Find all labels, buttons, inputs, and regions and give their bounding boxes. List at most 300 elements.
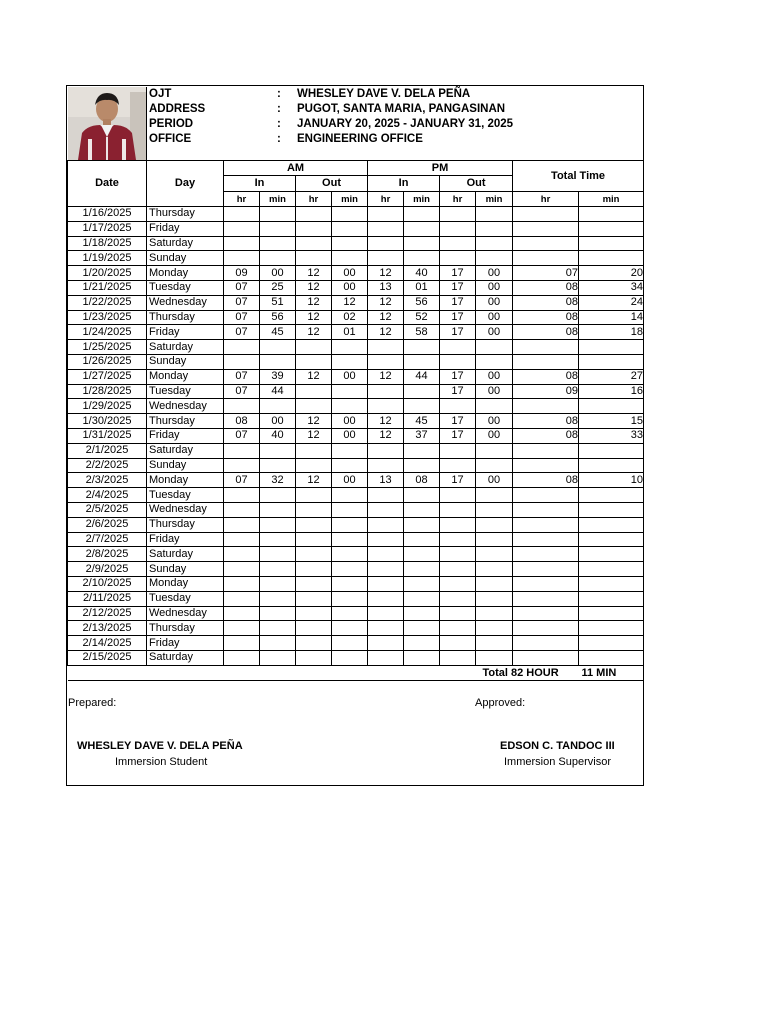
day-cell: Saturday [147,650,224,665]
pm-in-min-cell [404,591,440,606]
table-row [68,532,644,547]
pm-in-hr-cell: 12 [368,295,404,310]
date-cell: 2/4/2025 [68,488,147,503]
pm-out-hr-cell: 17 [440,369,476,384]
am-out-min-cell [332,458,368,473]
am-in-min-cell [260,650,296,665]
date-cell: 1/20/2025 [68,266,147,281]
pm-out-hr-cell [440,621,476,636]
total-min-cell [579,502,644,517]
pm-header: PM [368,161,513,176]
table-row [68,280,644,295]
am-out-min-cell: 00 [332,428,368,443]
day-cell: Saturday [147,443,224,458]
am-in-min-cell [260,251,296,266]
pm-out-hr-cell: 17 [440,310,476,325]
am-in-min-cell [260,221,296,236]
day-cell: Tuesday [147,280,224,295]
pm-in-hr-cell [368,251,404,266]
pm-out-min-cell [476,650,513,665]
total-hours: Total 82 HOUR [482,666,559,679]
pm-out-hr-cell [440,532,476,547]
am-in-min-cell [260,488,296,503]
table-row [68,488,644,503]
am-out-min-cell [332,562,368,577]
total-hr-cell [513,517,579,532]
pm-in-hr-cell [368,488,404,503]
date-cell: 2/5/2025 [68,502,147,517]
profile-photo [68,87,147,160]
am-out-min-cell: 00 [332,473,368,488]
pm-out-min-cell [476,502,513,517]
am-out-hr-cell: 12 [296,473,332,488]
am-in-hr-cell [224,502,260,517]
am-out-min-cell: 00 [332,280,368,295]
day-cell: Wednesday [147,399,224,414]
am-out-hr-cell [296,221,332,236]
date-cell: 2/1/2025 [68,443,147,458]
total-min-cell [579,458,644,473]
pm-out-hr-cell: 17 [440,266,476,281]
total-hr-cell [513,399,579,414]
pm-out-hr-cell [440,236,476,251]
total-min-cell [579,562,644,577]
am-out-min-cell [332,650,368,665]
total-hr-cell [513,650,579,665]
total-min-cell: 18 [579,325,644,340]
pm-out-hr-cell [440,443,476,458]
colon: : [277,88,281,100]
date-cell: 1/28/2025 [68,384,147,399]
am-out-min-cell: 00 [332,266,368,281]
am-out-hr-cell [296,591,332,606]
total-min-cell [579,251,644,266]
table-row [68,621,644,636]
day-cell: Friday [147,428,224,443]
pm-in-min-cell [404,236,440,251]
table-row [68,310,644,325]
pm-out-min-cell [476,399,513,414]
total-hr-cell [513,354,579,369]
am-in-hr-cell [224,650,260,665]
student-photo-image [68,87,146,160]
pm-in-min-cell [404,517,440,532]
pm-in-min-cell: 56 [404,295,440,310]
pm-out-min-cell: 00 [476,310,513,325]
prepared-by-role: Immersion Student [115,756,208,768]
am-out-hr-cell: 12 [296,369,332,384]
pm-in-hr-cell [368,650,404,665]
am-out-hr-cell [296,621,332,636]
am-in-hr-cell [224,399,260,414]
am-in-min-cell [260,621,296,636]
total-hr-cell [513,547,579,562]
total-hr-cell: 08 [513,280,579,295]
day-cell: Tuesday [147,591,224,606]
date-cell: 2/3/2025 [68,473,147,488]
hr-header: hr [440,192,476,207]
table-row [68,251,644,266]
pm-in-hr-cell [368,236,404,251]
total-hr-cell [513,621,579,636]
day-cell: Thursday [147,621,224,636]
am-in-hr-cell [224,532,260,547]
pm-out-min-cell: 00 [476,384,513,399]
am-in-header: In [224,176,296,192]
pm-out-min-cell [476,532,513,547]
colon: : [277,103,281,115]
am-in-hr-cell: 07 [224,295,260,310]
total-min-cell [579,399,644,414]
pm-in-min-cell [404,621,440,636]
day-cell: Wednesday [147,502,224,517]
pm-in-min-cell [404,502,440,517]
day-cell: Friday [147,532,224,547]
total-hr-cell [513,236,579,251]
am-in-hr-cell: 07 [224,280,260,295]
am-in-hr-cell [224,591,260,606]
pm-in-min-cell [404,488,440,503]
table-row [68,236,644,251]
pm-in-min-cell [404,443,440,458]
am-out-min-cell [332,251,368,266]
total-min-cell: 27 [579,369,644,384]
am-in-min-cell [260,458,296,473]
approved-label: Approved: [475,697,526,709]
table-row [68,591,644,606]
date-cell: 2/7/2025 [68,532,147,547]
date-cell: 2/14/2025 [68,636,147,651]
am-in-min-cell [260,399,296,414]
table-row [68,517,644,532]
am-out-hr-cell: 12 [296,325,332,340]
pm-in-min-cell [404,384,440,399]
pm-in-hr-cell [368,606,404,621]
table-row [68,295,644,310]
hr-header: hr [296,192,332,207]
day-cell: Saturday [147,340,224,355]
total-hr-cell: 08 [513,428,579,443]
pm-in-min-cell [404,576,440,591]
pm-out-hr-cell [440,576,476,591]
am-out-min-cell [332,547,368,562]
day-cell: Monday [147,266,224,281]
pm-in-hr-cell [368,399,404,414]
date-cell: 2/15/2025 [68,650,147,665]
date-cell: 1/29/2025 [68,399,147,414]
day-cell: Sunday [147,458,224,473]
am-out-min-cell: 01 [332,325,368,340]
am-in-min-cell [260,532,296,547]
prepared-by-name: WHESLEY DAVE V. DELA PEÑA [77,740,243,752]
pm-out-hr-cell: 17 [440,295,476,310]
pm-in-hr-cell [368,591,404,606]
pm-out-min-cell: 00 [476,473,513,488]
pm-in-hr-cell [368,340,404,355]
pm-in-hr-cell [368,636,404,651]
am-out-min-cell [332,221,368,236]
am-out-min-cell [332,443,368,458]
day-cell: Monday [147,369,224,384]
am-in-min-cell [260,207,296,222]
pm-out-min-cell [476,488,513,503]
pm-out-min-cell [476,636,513,651]
am-out-hr-cell [296,650,332,665]
day-cell: Sunday [147,251,224,266]
pm-out-min-cell [476,458,513,473]
approved-by-role: Immersion Supervisor [504,756,611,768]
pm-in-hr-cell [368,547,404,562]
am-out-min-cell: 00 [332,414,368,429]
pm-in-hr-cell [368,443,404,458]
pm-out-min-cell [476,576,513,591]
pm-in-hr-cell: 13 [368,280,404,295]
am-out-hr-cell [296,547,332,562]
pm-in-hr-cell [368,221,404,236]
am-in-hr-cell [224,547,260,562]
pm-out-hr-cell [440,251,476,266]
date-cell: 1/17/2025 [68,221,147,236]
am-in-hr-cell: 07 [224,473,260,488]
am-out-min-cell [332,517,368,532]
am-in-min-cell: 25 [260,280,296,295]
table-row [68,221,644,236]
pm-in-min-cell [404,532,440,547]
date-cell: 2/10/2025 [68,576,147,591]
min-header: min [260,192,296,207]
hr-header: hr [513,192,579,207]
total-hr-cell: 08 [513,473,579,488]
am-out-min-cell [332,591,368,606]
total-row [68,665,644,680]
total-hr-cell [513,576,579,591]
am-in-hr-cell [224,354,260,369]
am-in-min-cell [260,547,296,562]
am-out-hr-cell [296,340,332,355]
day-cell: Sunday [147,562,224,577]
total-min-cell: 24 [579,295,644,310]
am-header: AM [224,161,368,176]
pm-in-min-cell [404,340,440,355]
am-in-min-cell [260,340,296,355]
date-cell: 1/18/2025 [68,236,147,251]
date-cell: 1/16/2025 [68,207,147,222]
table-row [68,576,644,591]
am-in-min-cell: 51 [260,295,296,310]
table-row [68,369,644,384]
am-in-min-cell [260,562,296,577]
day-cell: Monday [147,576,224,591]
total-min-cell: 33 [579,428,644,443]
total-min-cell [579,547,644,562]
pm-out-min-cell: 00 [476,428,513,443]
am-in-hr-cell [224,636,260,651]
pm-out-min-cell: 00 [476,325,513,340]
pm-out-hr-cell [440,354,476,369]
approved-by-name: EDSON C. TANDOC III [500,740,615,752]
pm-out-hr-cell: 17 [440,414,476,429]
am-out-min-cell [332,236,368,251]
pm-out-hr-cell [440,517,476,532]
pm-in-min-cell [404,636,440,651]
pm-out-hr-cell [440,207,476,222]
table-row [68,414,644,429]
total-min-cell [579,591,644,606]
day-cell: Saturday [147,547,224,562]
table-row [68,502,644,517]
date-cell: 1/23/2025 [68,310,147,325]
pm-out-header: Out [440,176,513,192]
office-label: OFFICE [149,133,192,145]
day-cell: Friday [147,325,224,340]
am-out-min-cell [332,340,368,355]
am-in-min-cell [260,354,296,369]
am-in-min-cell: 39 [260,369,296,384]
day-cell: Saturday [147,236,224,251]
total-hr-cell [513,221,579,236]
am-out-hr-cell [296,207,332,222]
header-info [149,87,639,147]
table-row [68,458,644,473]
pm-out-hr-cell: 17 [440,325,476,340]
am-out-hr-cell: 12 [296,310,332,325]
am-in-min-cell [260,236,296,251]
am-in-min-cell: 56 [260,310,296,325]
table-row [68,399,644,414]
total-min-cell [579,532,644,547]
am-in-min-cell [260,502,296,517]
colon: : [277,118,281,130]
time-record-table [67,160,644,681]
pm-in-hr-cell [368,354,404,369]
am-out-min-cell [332,606,368,621]
pm-in-min-cell [404,354,440,369]
pm-out-hr-cell: 17 [440,473,476,488]
min-header: min [476,192,513,207]
am-in-min-cell [260,636,296,651]
pm-in-hr-cell: 12 [368,310,404,325]
date-cell: 2/6/2025 [68,517,147,532]
info-row-office [149,132,639,147]
date-cell: 1/27/2025 [68,369,147,384]
am-in-hr-cell [224,606,260,621]
pm-out-hr-cell [440,458,476,473]
pm-out-min-cell [476,621,513,636]
pm-in-min-cell: 44 [404,369,440,384]
total-min-cell: 20 [579,266,644,281]
prepared-label: Prepared: [68,697,117,709]
table-row [68,636,644,651]
pm-in-min-cell [404,650,440,665]
am-in-min-cell: 40 [260,428,296,443]
total-hr-cell: 07 [513,266,579,281]
pm-out-min-cell [476,562,513,577]
total-hr-cell: 08 [513,295,579,310]
am-out-hr-cell [296,517,332,532]
pm-out-hr-cell [440,562,476,577]
pm-in-min-cell [404,458,440,473]
am-in-min-cell [260,606,296,621]
pm-out-min-cell: 00 [476,266,513,281]
min-header: min [579,192,644,207]
total-hr-cell [513,606,579,621]
pm-out-hr-cell [440,547,476,562]
date-cell: 1/26/2025 [68,354,147,369]
am-out-hr-cell [296,488,332,503]
date-cell: 2/2/2025 [68,458,147,473]
pm-in-min-cell: 01 [404,280,440,295]
total-min-cell [579,488,644,503]
total-min-cell: 16 [579,384,644,399]
table-row [68,443,644,458]
table-row [68,428,644,443]
pm-out-hr-cell [440,399,476,414]
pm-in-min-cell [404,221,440,236]
pm-in-min-cell: 58 [404,325,440,340]
pm-out-min-cell [476,236,513,251]
pm-in-min-cell [404,207,440,222]
total-min-cell [579,221,644,236]
am-out-hr-cell [296,236,332,251]
pm-out-hr-cell: 17 [440,428,476,443]
am-in-hr-cell: 07 [224,369,260,384]
am-out-min-cell [332,532,368,547]
am-in-hr-cell: 07 [224,428,260,443]
pm-in-header: In [368,176,440,192]
am-in-hr-cell: 08 [224,414,260,429]
table-row [68,606,644,621]
total-min-cell: 14 [579,310,644,325]
am-out-min-cell [332,354,368,369]
total-min-cell [579,340,644,355]
am-in-min-cell: 44 [260,384,296,399]
ojt-label: OJT [149,88,172,100]
am-in-hr-cell [224,488,260,503]
pm-in-hr-cell: 12 [368,325,404,340]
am-in-hr-cell: 09 [224,266,260,281]
table-row [68,547,644,562]
pm-in-min-cell: 08 [404,473,440,488]
address-value: PUGOT, SANTA MARIA, PANGASINAN [297,103,506,115]
pm-out-min-cell: 00 [476,280,513,295]
pm-out-min-cell: 00 [476,295,513,310]
pm-out-min-cell: 00 [476,369,513,384]
pm-in-hr-cell: 12 [368,369,404,384]
total-hr-cell: 08 [513,325,579,340]
total-hr-cell: 08 [513,310,579,325]
am-out-hr-cell [296,354,332,369]
total-hr-cell [513,532,579,547]
date-cell: 2/11/2025 [68,591,147,606]
pm-in-min-cell [404,562,440,577]
day-cell: Monday [147,473,224,488]
date-cell: 1/30/2025 [68,414,147,429]
table-row [68,340,644,355]
total-hr-cell [513,488,579,503]
table-row [68,354,644,369]
table-row [68,384,644,399]
date-cell: 1/21/2025 [68,280,147,295]
am-out-min-cell [332,384,368,399]
total-min-cell [579,354,644,369]
address-label: ADDRESS [149,103,206,115]
date-cell: 2/9/2025 [68,562,147,577]
total-min-cell [579,576,644,591]
pm-in-hr-cell [368,384,404,399]
pm-in-min-cell [404,251,440,266]
am-out-hr-cell: 12 [296,295,332,310]
am-out-hr-cell: 12 [296,280,332,295]
